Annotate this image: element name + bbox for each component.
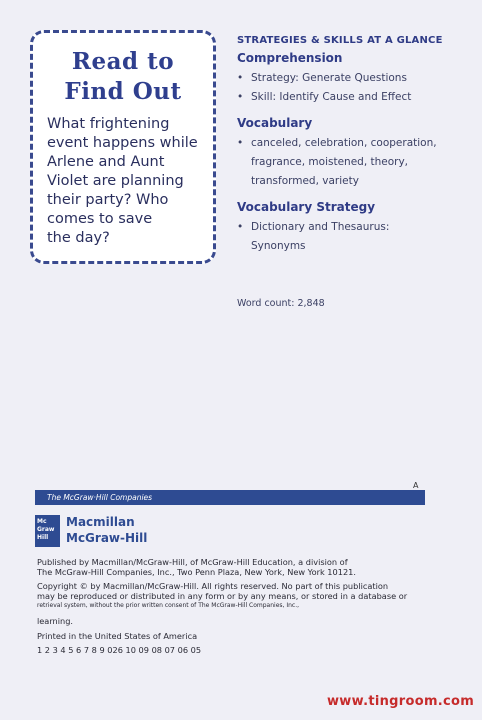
question-line: the day?	[47, 230, 110, 246]
published-by	[37, 557, 356, 577]
word-count: Word count: 2,848	[237, 298, 325, 309]
question-line: Arlene and Aunt	[47, 154, 165, 170]
list-item: • Strategy: Generate Questions	[237, 69, 467, 88]
read-to-find-out-card	[30, 30, 216, 264]
logo-line: Macmillan	[66, 515, 135, 529]
strategy-line: • Dictionary and Thesaurus:	[251, 221, 390, 233]
print-numbers: 1 2 3 4 5 6 7 8 9 026 10 09 08 07 06 05	[37, 645, 202, 655]
vocabulary-line: transformed, variety	[251, 175, 359, 187]
company-bar: The McGraw·Hill Companies	[35, 490, 425, 505]
glance-heading: STRATEGIES & SKILLS AT A GLANCE	[237, 35, 443, 46]
text-line: The McGraw-Hill Companies, Inc., Two Penn Plaza, New York, New York 10121.	[37, 567, 356, 577]
strategy-line: Synonyms	[251, 240, 306, 252]
vocabulary-line: fragrance, moistened, theory,	[251, 156, 409, 168]
card-question	[47, 115, 217, 248]
card-title	[33, 47, 213, 107]
publisher-logo-text	[66, 514, 147, 546]
comprehension-heading: Comprehension	[237, 51, 343, 65]
logo-mark-line: Graw	[37, 526, 55, 533]
mcgraw-hill-logo-icon	[35, 515, 60, 547]
question-line: Violet are planning	[47, 173, 184, 189]
text-line: Published by Macmillan/McGraw-Hill, of McGraw-Hill Education, a division of	[37, 557, 348, 567]
vocabulary-heading: Vocabulary	[237, 116, 313, 130]
printed-in: Printed in the United States of America	[37, 631, 198, 641]
comprehension-list	[237, 69, 467, 107]
watermark: www.tingroom.com	[327, 694, 475, 709]
card-title-line-1: Read to	[71, 48, 175, 75]
edition-code: A	[413, 481, 419, 490]
logo-mark-line: Hill	[37, 534, 49, 541]
question-line: What frightening	[47, 116, 170, 132]
card-title-line-2: Find Out	[64, 78, 182, 105]
text-line: retrieval system, without the prior written consent of The McGraw-Hill Companies, Inc.,	[37, 602, 300, 609]
text-line: Copyright © by Macmillan/McGraw-Hill. All rights reserved. No part of this publication	[37, 581, 389, 591]
vocabulary-line: • canceled, celebration, cooperation,	[251, 137, 437, 149]
vocabulary-strategy-heading: Vocabulary Strategy	[237, 200, 376, 214]
logo-line: McGraw-Hill	[66, 531, 148, 545]
question-line: comes to save	[47, 211, 153, 227]
strategies-column	[237, 34, 467, 256]
question-line: their party? Who	[47, 192, 169, 208]
logo-mark-line: Mc	[37, 518, 47, 525]
text-line: may be reproduced or distributed in any form or by any means, or stored in a database or	[37, 591, 408, 601]
list-item	[237, 218, 467, 256]
question-line: event happens while	[47, 135, 198, 151]
copyright-notice	[37, 581, 407, 611]
list-item	[237, 134, 467, 191]
list-item: • Skill: Identify Cause and Effect	[237, 88, 467, 107]
vocabulary-list	[237, 134, 467, 191]
vocabulary-strategy-list	[237, 218, 467, 256]
learning-text: learning.	[37, 616, 74, 626]
